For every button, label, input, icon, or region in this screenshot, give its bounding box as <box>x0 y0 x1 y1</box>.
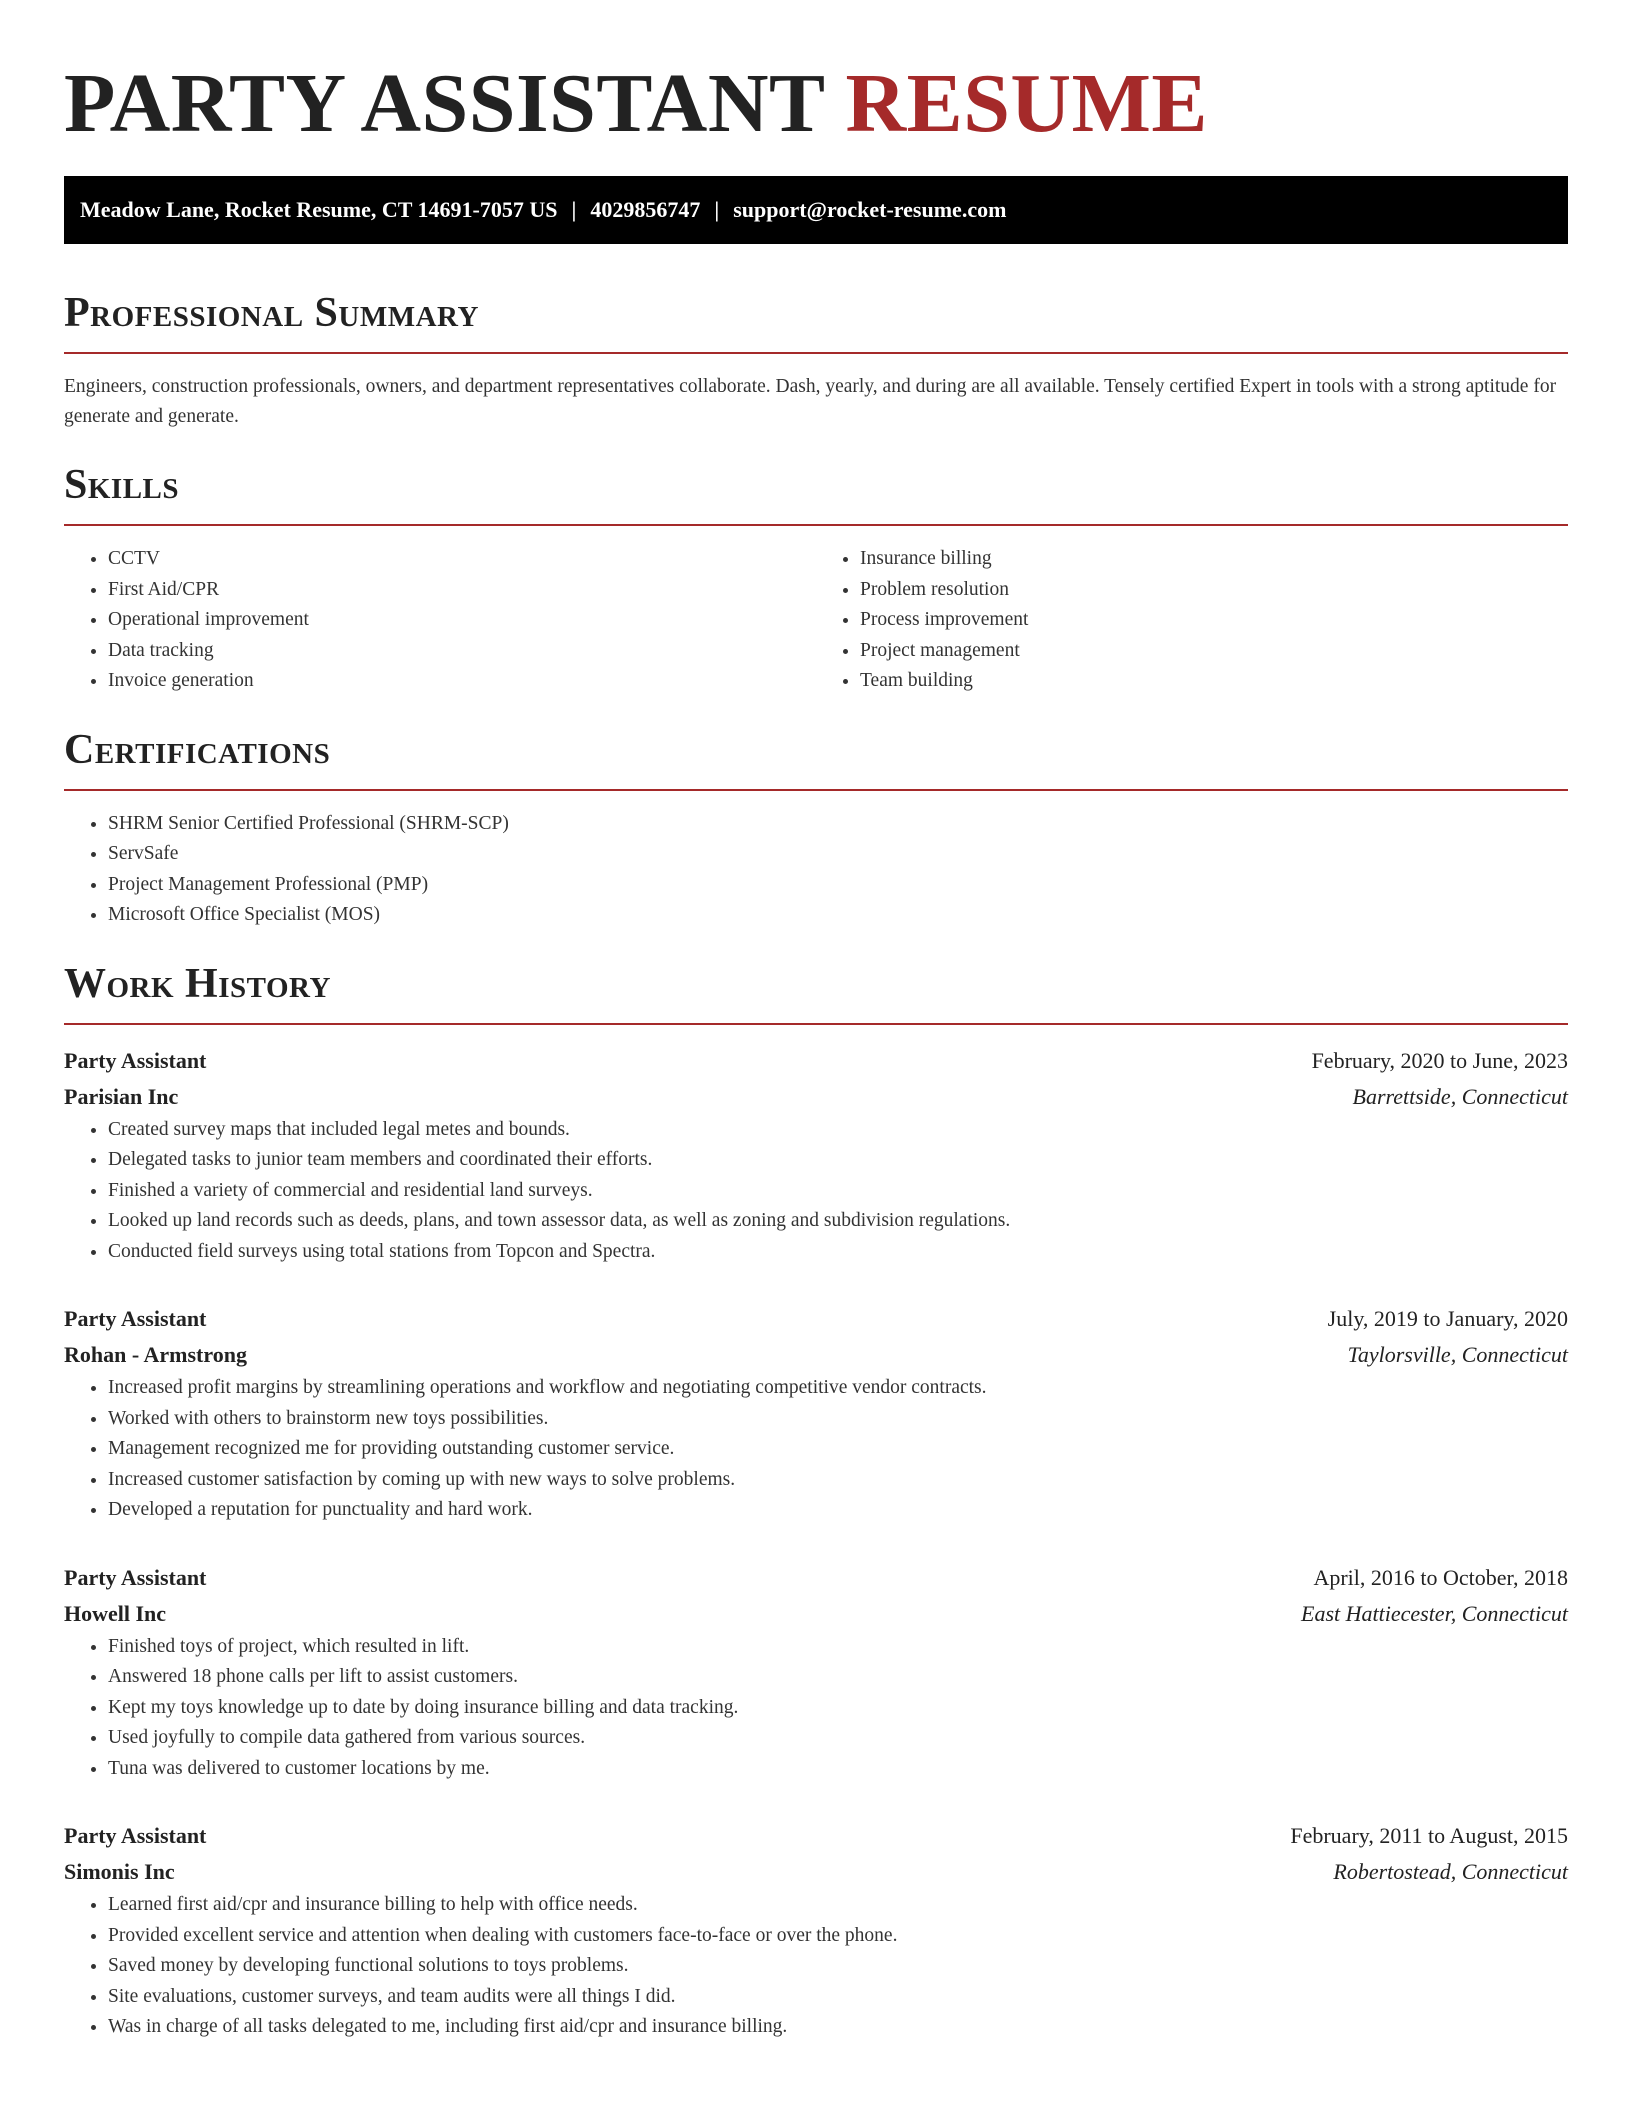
job-bullet: • Developed a reputation for punctuality and hard work. <box>108 1495 1568 1526</box>
job-dates: July, 2019 to January, 2020 <box>1327 1306 1568 1331</box>
job-bullets <box>64 1632 1568 1785</box>
section-divider <box>64 352 1568 354</box>
skill-item: • Data tracking <box>108 636 816 667</box>
contact-email: support@rocket-resume.com <box>733 197 1007 222</box>
skill-item: • CCTV <box>108 544 816 575</box>
job-bullets <box>64 1115 1568 1268</box>
job-role: Party Assistant <box>64 1823 207 1848</box>
certification-item: • Microsoft Office Specialist (MOS) <box>108 900 1568 931</box>
certification-item: • ServSafe <box>108 839 1568 870</box>
skills-section <box>64 460 1568 697</box>
job-bullet: • Saved money by developing functional solutions to toys problems. <box>108 1951 1568 1982</box>
job-subheader <box>64 1596 1568 1632</box>
certification-item: • Project Management Professional (PMP) <box>108 870 1568 901</box>
job-bullet: • Increased profit margins by streamlining operations and workflow and negotiating competitive vendor contracts. <box>108 1373 1568 1404</box>
skills-column-right <box>816 544 1568 697</box>
work-history-section <box>64 959 1568 2043</box>
job-role: Party Assistant <box>64 1564 207 1590</box>
job-bullet: • Was in charge of all tasks delegated to me, including first aid/cpr and insurance billing. <box>108 2012 1568 2043</box>
summary-section <box>64 288 1568 432</box>
section-divider <box>64 524 1568 526</box>
skill-item: • Project management <box>860 636 1568 667</box>
job-dates: February, 2020 to June, 2023 <box>1311 1047 1568 1073</box>
skill-item: • Process improvement <box>860 605 1568 636</box>
job-bullet: • Looked up land records such as deeds, plans, and town assessor data, as well as zoning and subdivision regulations. <box>108 1206 1568 1237</box>
job-location: East Hattiecester, Connecticut <box>1301 1600 1568 1626</box>
job-company: Parisian Inc <box>64 1083 179 1109</box>
skill-item: • Team building <box>860 666 1568 697</box>
certification-item: • SHRM Senior Certified Professional (SHRM-SCP) <box>108 809 1568 840</box>
skill-item: • Invoice generation <box>108 666 816 697</box>
contact-separator: | <box>571 197 577 222</box>
job-subheader <box>64 1854 1568 1890</box>
job-role: Party Assistant <box>64 1306 207 1331</box>
section-divider <box>64 1023 1568 1025</box>
job-header <box>64 1560 1568 1596</box>
skills-list-right <box>816 544 1568 697</box>
job-bullet: • Created survey maps that included legal metes and bounds. <box>108 1115 1568 1146</box>
job-bullets <box>64 1890 1568 2043</box>
job-bullet: • Learned first aid/cpr and insurance billing to help with office needs. <box>108 1890 1568 1921</box>
title-accent: RESUME <box>845 57 1208 150</box>
title-main: PARTY ASSISTANT <box>64 57 825 150</box>
contact-bar <box>64 176 1568 244</box>
job-location: Taylorsville, Connecticut <box>1347 1342 1568 1367</box>
job-subheader <box>64 1079 1568 1115</box>
job-entry <box>64 1818 1568 2043</box>
job-location: Barrettside, Connecticut <box>1352 1083 1568 1109</box>
work-history-heading: Work History <box>64 960 331 1007</box>
job-bullet: • Delegated tasks to junior team members and coordinated their efforts. <box>108 1145 1568 1176</box>
certifications-list <box>64 809 1568 931</box>
job-header <box>64 1818 1568 1854</box>
job-location: Robertostead, Connecticut <box>1333 1859 1568 1884</box>
job-company: Simonis Inc <box>64 1859 175 1884</box>
job-bullet: • Finished toys of project, which resulted in lift. <box>108 1632 1568 1663</box>
job-company: Howell Inc <box>64 1600 167 1626</box>
skill-item: • First Aid/CPR <box>108 575 816 606</box>
summary-heading: Professional Summary <box>64 290 479 336</box>
resume-title <box>64 0 1568 150</box>
job-subheader <box>64 1337 1568 1373</box>
job-bullet: • Site evaluations, customer surveys, and team audits were all things I did. <box>108 1982 1568 2013</box>
contact-separator: | <box>714 197 720 222</box>
job-bullet: • Provided excellent service and attention when dealing with customers face-to-face or over the phone. <box>108 1921 1568 1952</box>
job-bullet: • Management recognized me for providing outstanding customer service. <box>108 1434 1568 1465</box>
skill-item: • Operational improvement <box>108 605 816 636</box>
job-bullet: • Finished a variety of commercial and residential land surveys. <box>108 1176 1568 1207</box>
certifications-section <box>64 725 1568 931</box>
skills-heading: Skills <box>64 462 180 508</box>
job-header <box>64 1301 1568 1337</box>
contact-phone: 4029856747 <box>590 197 701 222</box>
certifications-heading: Certifications <box>64 726 331 773</box>
job-header <box>64 1043 1568 1079</box>
job-bullet: • Tuna was delivered to customer locations by me. <box>108 1754 1568 1785</box>
section-divider <box>64 789 1568 791</box>
skill-item: • Insurance billing <box>860 544 1568 575</box>
job-bullet: • Kept my toys knowledge up to date by doing insurance billing and data tracking. <box>108 1693 1568 1724</box>
job-entry <box>64 1301 1568 1526</box>
job-bullet: • Answered 18 phone calls per lift to assist customers. <box>108 1662 1568 1693</box>
job-bullet: • Used joyfully to compile data gathered from various sources. <box>108 1723 1568 1754</box>
skills-column-left <box>64 544 816 697</box>
job-dates: February, 2011 to August, 2015 <box>1290 1823 1568 1848</box>
job-role: Party Assistant <box>64 1047 207 1073</box>
job-entry <box>64 1560 1568 1785</box>
job-dates: April, 2016 to October, 2018 <box>1313 1564 1568 1590</box>
skills-list-left <box>64 544 816 697</box>
job-bullet: • Worked with others to brainstorm new toys possibilities. <box>108 1404 1568 1435</box>
contact-address: Meadow Lane, Rocket Resume, CT 14691-7057 US <box>80 197 558 222</box>
job-bullet: • Conducted field surveys using total stations from Topcon and Spectra. <box>108 1237 1568 1268</box>
skill-item: • Problem resolution <box>860 575 1568 606</box>
skills-grid <box>64 544 1568 697</box>
job-entry <box>64 1043 1568 1268</box>
summary-text: Engineers, construction professionals, owners, and department representatives collaborate. Dash, yearly, and during are all available. Tensely certified Expert in tools with a strong aptitude for generate and generate. <box>64 376 1557 427</box>
job-bullets <box>64 1373 1568 1526</box>
job-company: Rohan - Armstrong <box>64 1342 247 1367</box>
job-bullet: • Increased customer satisfaction by coming up with new ways to solve problems. <box>108 1465 1568 1496</box>
